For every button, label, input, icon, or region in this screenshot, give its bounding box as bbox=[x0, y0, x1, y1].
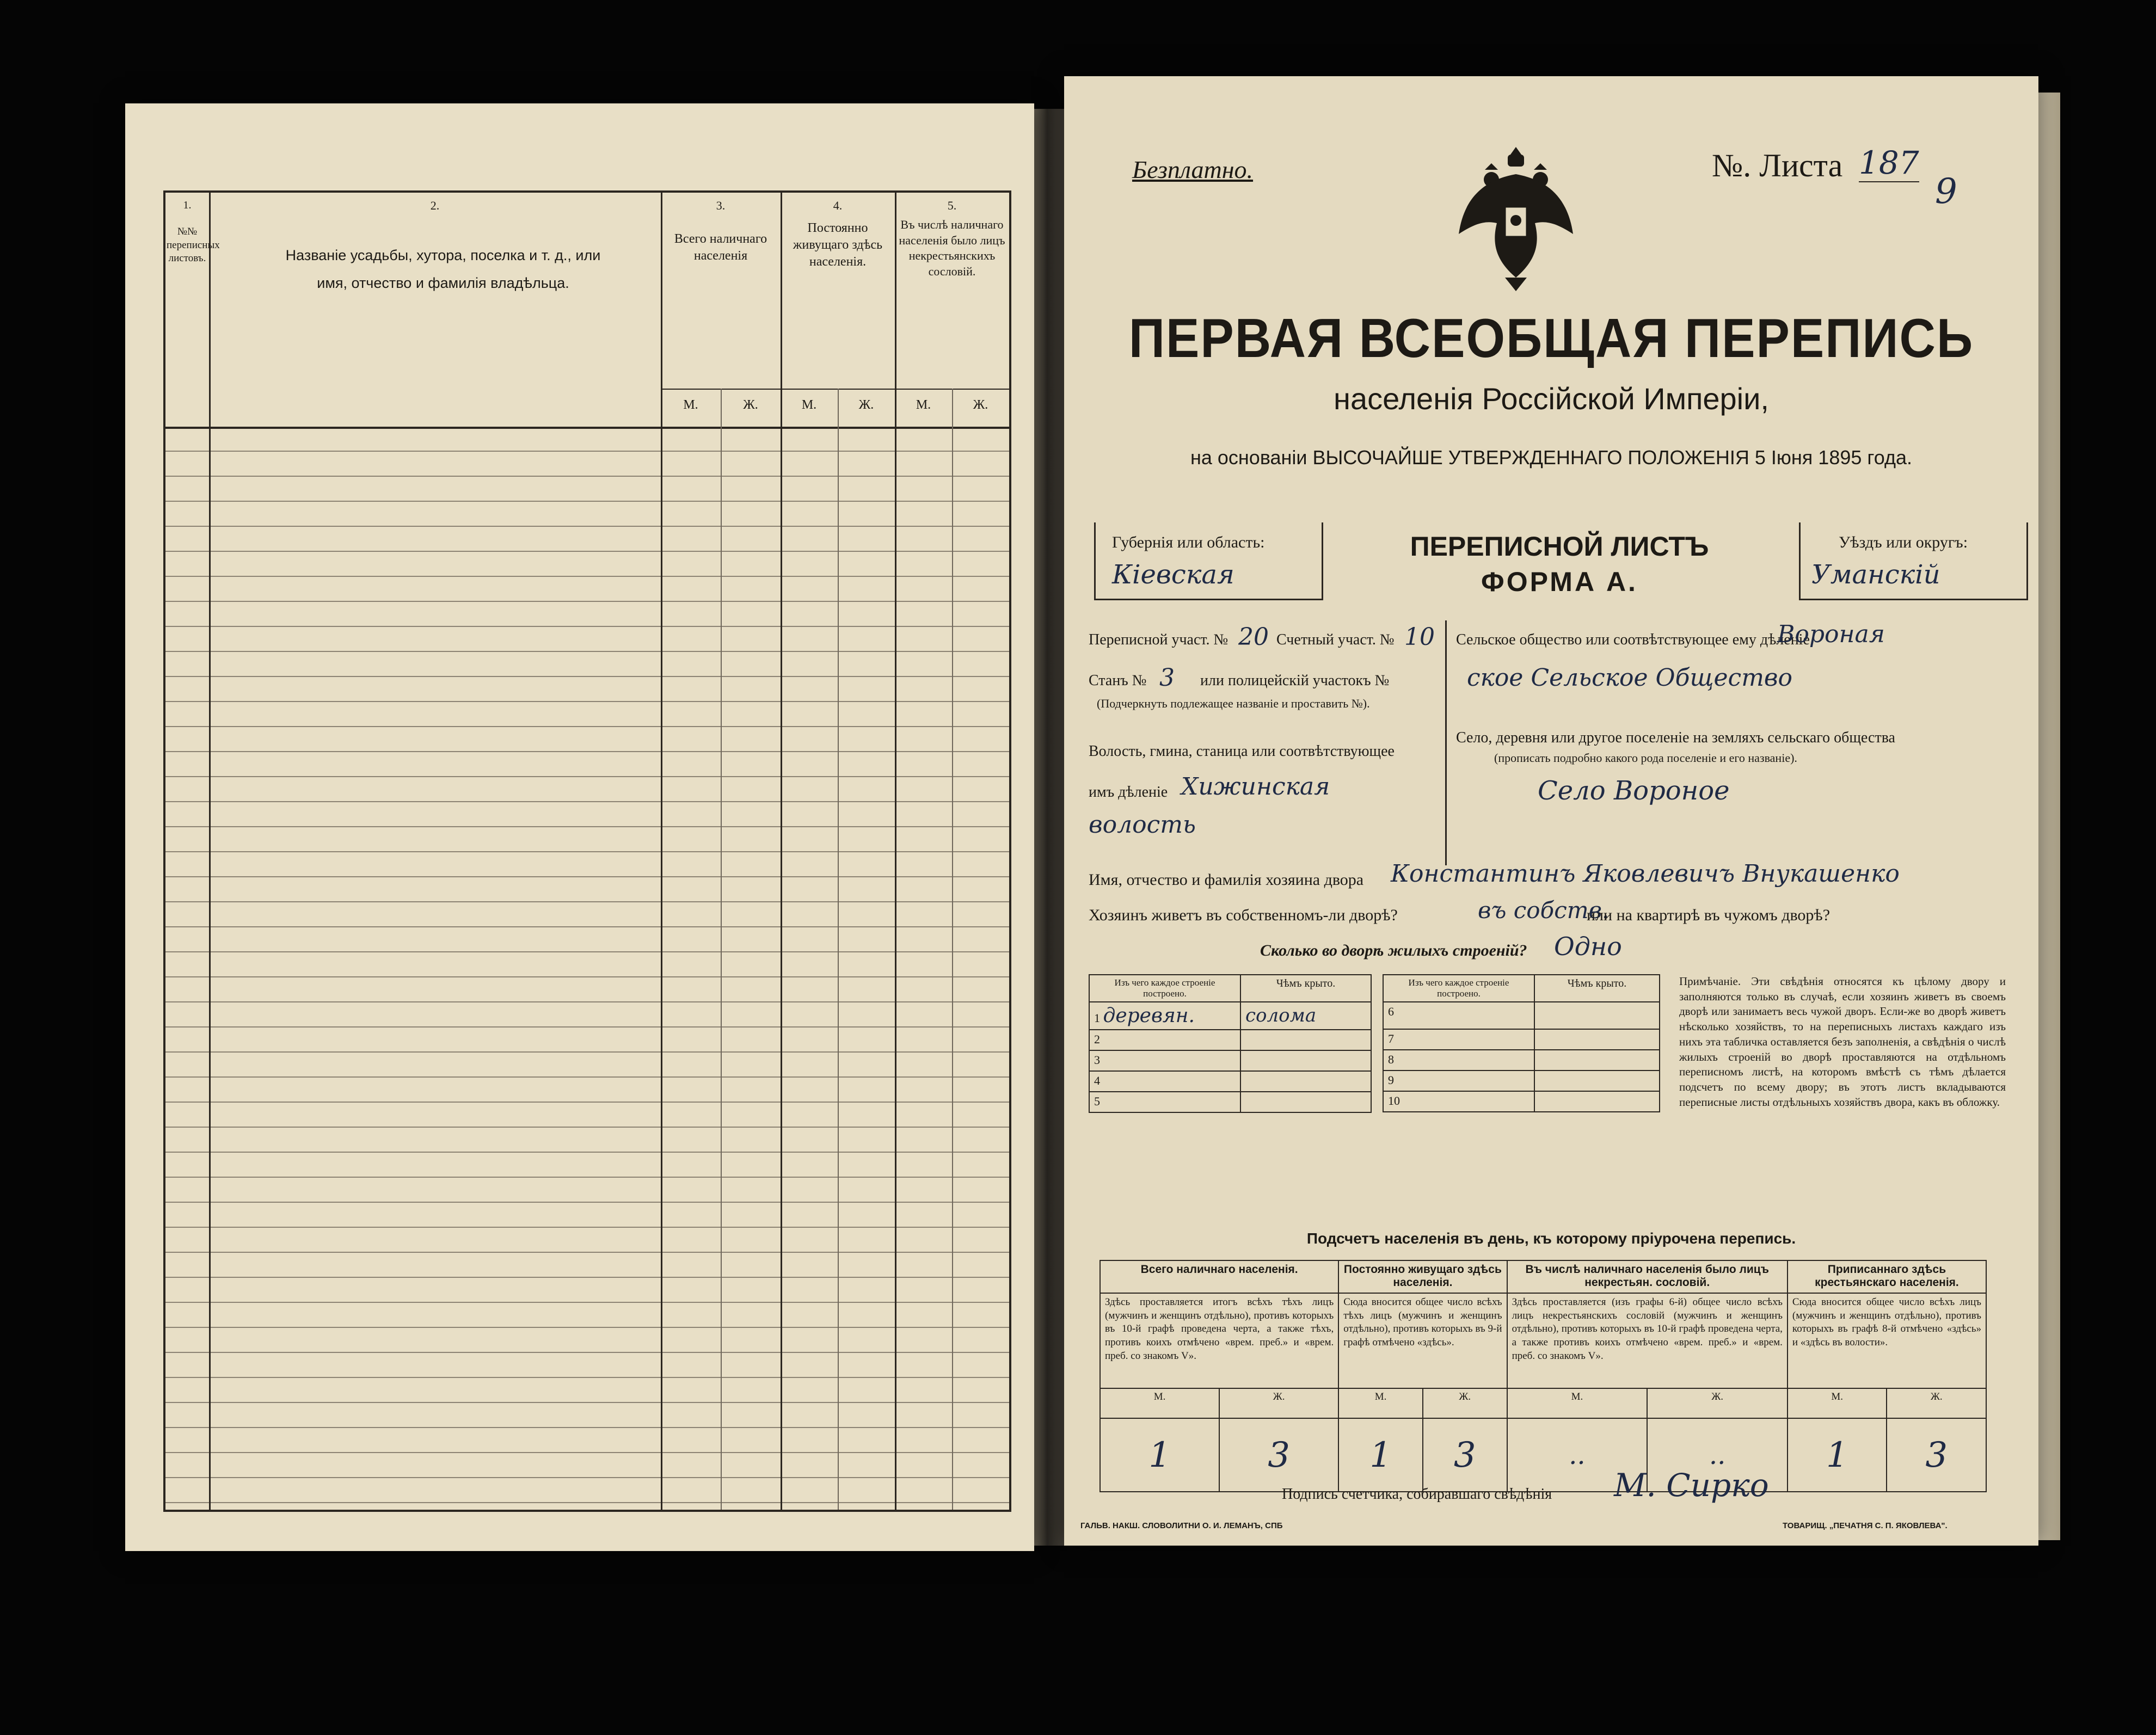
buildings-table-1 bbox=[1089, 974, 1372, 1113]
volost-value-2: волость bbox=[1089, 811, 1196, 839]
table-row: 9 bbox=[1383, 1070, 1660, 1091]
count-area-value: 10 bbox=[1404, 623, 1435, 651]
stan-label: Станъ № bbox=[1089, 672, 1147, 689]
count-area-label: Счетный участ. № bbox=[1276, 631, 1395, 648]
double-headed-eagle-emblem bbox=[1453, 141, 1578, 294]
count-col4-head: Приписаннаго здѣсь крестьянскаго населенія. bbox=[1788, 1260, 1986, 1293]
col3-m: М. bbox=[683, 398, 698, 412]
volost-label-2: имъ дѣленіе bbox=[1089, 784, 1168, 801]
count-col3-m: .. bbox=[1507, 1418, 1648, 1492]
form-title: ПЕРЕПИСНОЙ ЛИСТЪ bbox=[1410, 531, 1709, 562]
uezd-value: Уманскій bbox=[1811, 559, 1940, 590]
col3-num: 3. bbox=[716, 199, 726, 212]
signature-label: Подпись счетчика, собиравшаго свѣдѣнія bbox=[1282, 1486, 1552, 1503]
police-label: или полицейскій участокъ № bbox=[1200, 672, 1390, 689]
count-col2-m: 1 bbox=[1338, 1418, 1423, 1492]
village-label: Село, деревня или другое поселеніе на земляхъ сельскаго общества bbox=[1456, 729, 1895, 746]
free-label: Безплатно. bbox=[1132, 156, 1254, 183]
guberniya-label: Губернія или область: bbox=[1112, 533, 1265, 551]
census-basis: на основаніи ВЫСОЧАЙШЕ УТВЕРЖДЕННАГО ПОЛОЖЕНІЯ 5 Іюня 1895 года. bbox=[1190, 446, 1912, 469]
count-col1-m: 1 bbox=[1100, 1418, 1219, 1492]
table-row: 2 bbox=[1089, 1030, 1371, 1050]
col3-f: Ж. bbox=[743, 398, 758, 412]
bt2-col-roof: Чѣмъ крыто. bbox=[1534, 975, 1660, 1002]
owner-label: Имя, отчество и фамилія хозяина двора bbox=[1089, 871, 1364, 889]
buildings-note: Примѣчаніе. Эти свѣдѣнія относятся къ цѣлому двору и заполняются только въ случаѣ, если хозяинъ живетъ въ своемъ дворѣ или занимаетъ весь чужой дворъ. Если-же во дворѣ живетъ нѣсколько хозяйствъ, то на переписныхъ листахъ каждаго изъ нихъ эта табличка оставляется безъ заполненія, а свѣдѣнія о числѣ жилыхъ строеній во дворѣ проставляются на отдѣльномъ переписномъ листѣ, на которомъ вмѣстѣ съ тѣмъ дѣлается подсчетъ по всему двору; въ этотъ листъ вкладываются переписные листы отдѣльныхъ хозяйствъ двора, какъ въ обложку. bbox=[1679, 975, 2006, 1109]
corner-number: 9 bbox=[1935, 171, 1957, 212]
count-col2-desc: Сюда вносится общее число всѣхъ тѣхъ лицъ (мужчинъ и женщинъ отдѣльно), противъ которыхъ въ 9-й графѣ отмѣчено «здѣсь». bbox=[1338, 1293, 1507, 1388]
book-spine bbox=[1034, 109, 1067, 1546]
count-col2-head: Постоянно живущаго здѣсь населенія. bbox=[1338, 1260, 1507, 1293]
col4-title: Постоянно живущаго здѣсь населенія. bbox=[793, 221, 883, 269]
society-value-2: ское Сельское Общество bbox=[1467, 664, 1793, 692]
col2-title: Названіе усадьбы, хутора, поселка и т. д., или имя, отчество и фамилія владѣльца. bbox=[285, 247, 601, 292]
count-col3-desc: Здѣсь проставляется (изъ графы 6-й) общее число всѣхъ лицъ некрестьянскихъ сословій (мужчинъ и женщинъ отдѣльно), противъ которыхъ въ 10-й графѣ проведена черта, а также противъ коихъ отмѣчено «врем. преб.» и «врем. преб. со знакомъ V». bbox=[1507, 1293, 1788, 1388]
form-divider bbox=[1445, 620, 1447, 865]
right-page bbox=[1064, 76, 2038, 1546]
lives-label-2: или на квартирѣ въ чужомъ дворѣ? bbox=[1587, 906, 1831, 924]
stacked-sheets-edge bbox=[2038, 93, 2060, 1540]
count-col3-head: Въ числѣ наличнаго населенія было лицъ некрестьян. сословій. bbox=[1507, 1260, 1788, 1293]
village-note: (прописать подробно какого рода поселеніе и его названіе). bbox=[1494, 751, 1797, 765]
lives-label-1: Хозяинъ живетъ въ собственномъ-ли дворѣ? bbox=[1089, 906, 1398, 924]
count-col1-head: Всего наличнаго населенія. bbox=[1100, 1260, 1338, 1293]
population-count-table: Всего наличнаго населенія. Постоянно живущаго здѣсь населенія. Въ числѣ наличнаго населенія было лицъ некрестьян. сословій. Приписаннаго здѣсь крестьянскаго населенія. Здѣсь проставляется итогъ всѣхъ тѣхъ лицъ (мужчинъ и женщинъ отдѣльно), противъ которыхъ въ 10-й графѣ проведена черта, а также тѣхъ, противъ коихъ отмѣчено «врем. преб.» и «врем. преб. со знакомъ V». Сюда вносится общее число всѣхъ тѣхъ лицъ (мужчинъ и женщинъ отдѣльно), противъ которыхъ въ 9-й графѣ отмѣчено «здѣсь». Здѣсь проставляется (изъ графы 6-й) общее число всѣхъ лицъ некрестьянскихъ сословій (мужчинъ и женщинъ отдѣльно), противъ которыхъ въ 10-й графѣ проведена черта, а также противъ коихъ отмѣчено «врем. преб.» и «врем. преб. со знакомъ V». Сюда вносится общее число всѣхъ лицъ (мужчинъ и женщинъ отдѣльно), противъ которыхъ въ графѣ 8-й отмѣчено «здѣсь» и «здѣсь въ волости». М. Ж. М. Ж. М. Ж. М. Ж. 1 3 1 3 .. .. 1 3 bbox=[1100, 1260, 1987, 1492]
col1-title: №№ переписных листовъ. bbox=[167, 226, 220, 264]
col3-title: Всего наличнаго населенія bbox=[674, 232, 767, 263]
table-row: 4 bbox=[1089, 1071, 1371, 1092]
volost-label-1: Волость, гмина, станица или соотвѣтствующее bbox=[1089, 743, 1395, 760]
col4-num: 4. bbox=[833, 199, 843, 212]
form-subtitle: ФОРМА А. bbox=[1481, 567, 1638, 597]
buildings-table-2 bbox=[1383, 974, 1660, 1112]
col2-num: 2. bbox=[430, 199, 440, 212]
bt2-col-built: Изъ чего каждое строеніе построено. bbox=[1383, 975, 1534, 1002]
table-row: 10 bbox=[1383, 1091, 1660, 1112]
table-row: 8 bbox=[1383, 1050, 1660, 1070]
col5-title: Въ числѣ наличнаго населенія было лицъ некрестьянскихъ сословій. bbox=[899, 218, 1005, 278]
table-row: 7 bbox=[1383, 1029, 1660, 1050]
bt1-col-built: Изъ чего каждое строеніе построено. bbox=[1089, 975, 1240, 1002]
count-col2-f: 3 bbox=[1423, 1418, 1507, 1492]
census-area-label: Переписной участ. № bbox=[1089, 631, 1229, 648]
col5-f: Ж. bbox=[973, 398, 988, 412]
count-title: Подсчетъ населенія въ день, къ которому пріурочена перепись. bbox=[1306, 1230, 1796, 1247]
table-row: 6 bbox=[1383, 1002, 1660, 1029]
owner-value: Константинъ Яковлевичъ Внукашенко bbox=[1391, 860, 1900, 888]
col4-m: М. bbox=[801, 398, 817, 412]
signature-value: М. Сирко bbox=[1614, 1467, 1769, 1504]
society-label: Сельское общество или соотвѣтствующее ему дѣленіе bbox=[1456, 631, 1810, 648]
table-row: 1 деревян. солома bbox=[1089, 1002, 1371, 1030]
table-row: 5 bbox=[1089, 1092, 1371, 1112]
printer-left: ГАЛЬВ. НАКШ. СЛОВОЛИТНИ О. И. ЛЕМАНЪ, СПБ bbox=[1080, 1521, 1283, 1530]
table-row: 3 bbox=[1089, 1050, 1371, 1071]
count-col1-desc: Здѣсь проставляется итогъ всѣхъ тѣхъ лицъ (мужчинъ и женщинъ отдѣльно), противъ которыхъ въ 10-й графѣ проведена черта, а также тѣхъ, противъ коихъ отмѣчено «врем. преб.» и «врем. преб. со знакомъ V». bbox=[1100, 1293, 1338, 1388]
village-value: Село Вороное bbox=[1538, 776, 1730, 806]
lives-value: въ собств. bbox=[1478, 897, 1610, 924]
col5-m: М. bbox=[916, 398, 931, 412]
volost-value-1: Хижинская bbox=[1181, 773, 1330, 801]
buildings-value: Одно bbox=[1554, 932, 1622, 961]
buildings-label: Сколько во дворѣ жилыхъ строеній? bbox=[1260, 942, 1527, 959]
sheet-number-value: 187 bbox=[1859, 144, 1919, 181]
guberniya-box bbox=[1094, 522, 1323, 600]
col1-num: 1. bbox=[183, 199, 192, 211]
count-col3-f: .. bbox=[1647, 1418, 1788, 1492]
sheet-number-label: №. Листа bbox=[1712, 147, 1843, 183]
count-col4-m: 1 bbox=[1788, 1418, 1887, 1492]
col5-num: 5. bbox=[947, 199, 957, 212]
society-value-1: Вороная bbox=[1777, 620, 1885, 648]
census-area-value: 20 bbox=[1238, 623, 1269, 651]
left-page bbox=[125, 103, 1034, 1551]
bt1-col-roof: Чѣмъ крыто. bbox=[1240, 975, 1371, 1002]
guberniya-value: Кіевская bbox=[1112, 559, 1234, 590]
uezd-box bbox=[1799, 522, 2028, 600]
ledger-rows bbox=[165, 427, 1009, 1510]
ledger-table bbox=[163, 190, 1011, 1512]
ledger-header bbox=[165, 193, 1009, 429]
count-col1-f: 3 bbox=[1219, 1418, 1338, 1492]
census-subtitle: населенія Россійской Имперіи, bbox=[1334, 382, 1769, 416]
stan-value: 3 bbox=[1159, 664, 1175, 692]
col4-f: Ж. bbox=[858, 398, 874, 412]
census-title: ПЕРВАЯ ВСЕОБЩАЯ ПЕРЕПИСЬ bbox=[1128, 307, 1974, 370]
uezd-label: Уѣздъ или округъ: bbox=[1839, 533, 1968, 551]
count-col4-desc: Сюда вносится общее число всѣхъ лицъ (мужчинъ и женщинъ отдѣльно), противъ которыхъ въ графѣ 8-й отмѣчено «здѣсь» и «здѣсь въ волости». bbox=[1788, 1293, 1986, 1388]
count-col4-f: 3 bbox=[1887, 1418, 1986, 1492]
stan-note: (Подчеркнуть подлежащее названіе и проставить №). bbox=[1097, 697, 1370, 710]
printer-right: ТОВАРИЩ. „ПЕЧАТНЯ С. П. ЯКОВЛЕВА". bbox=[1783, 1521, 1948, 1530]
